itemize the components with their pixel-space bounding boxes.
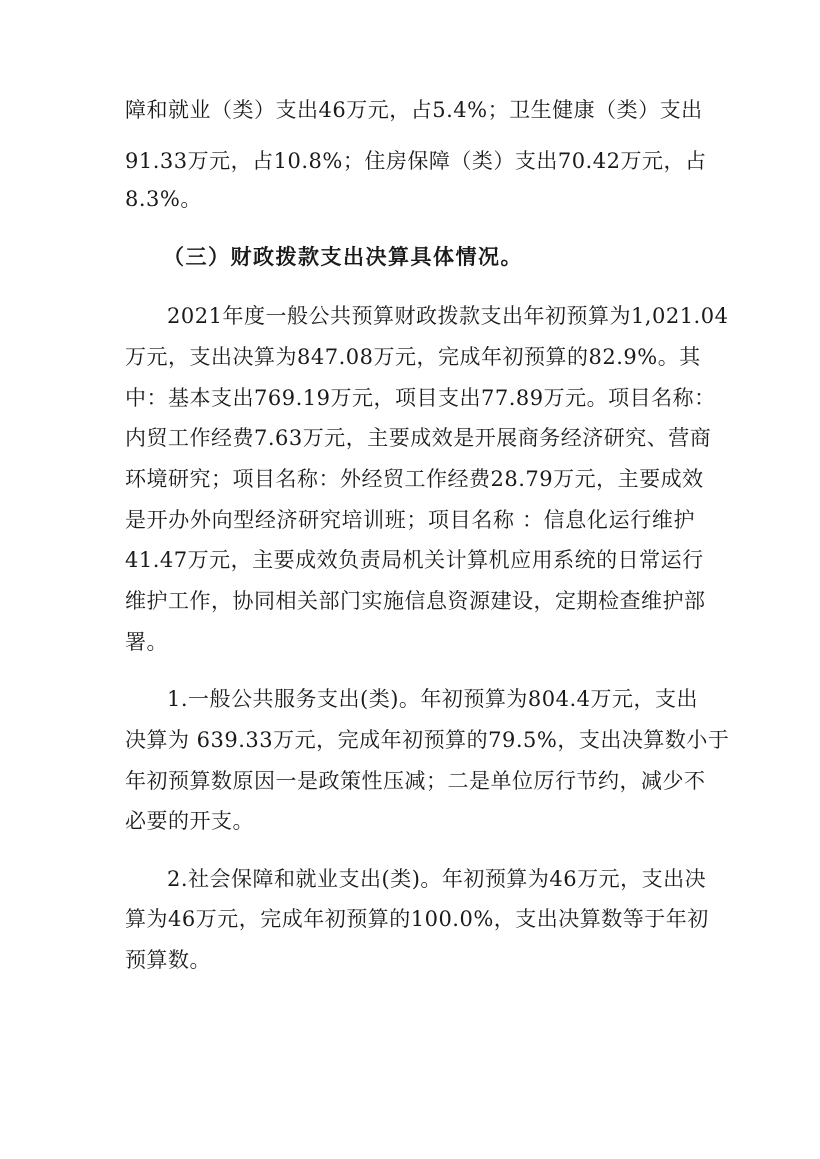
paragraph-line: 维护工作，协同相关部门实施信息资源建设，定期检查维护部 [125,589,706,613]
paragraph-line: 是开办外向型经济研究培训班；项目名称 ：信息化运行维护 [125,508,695,532]
section-heading: （三）财政拨款支出决算具体情况。 [163,244,523,269]
paragraph-line: 环境研究；项目名称：外经贸工作经费28.79万元，主要成效 [125,467,704,491]
paragraph-line: 年初预算数原因一是政策性压减；二是单位厉行节约，减少不 [125,769,706,793]
paragraph-line: 41.47万元，主要成效负责局机关计算机应用系统的日常运行 [125,548,704,572]
paragraph-line: 中：基本支出769.19万元，项目支出77.89万元。项目名称： [125,386,716,410]
paragraph-line: 91.33万元，占10.8%；住房保障（类）支出70.42万元，占 [125,149,707,173]
paragraph-line: 障和就业（类）支出46万元，占5.4%；卫生健康（类）支出 [125,98,703,122]
paragraph-line: 决算为 639.33万元，完成年初预算的79.5%，支出决算数小于 [125,728,730,752]
paragraph-line: 2.社会保障和就业支出(类)。年初预算为46万元，支出决 [167,867,707,891]
paragraph-line: 1.一般公共服务支出(类)。年初预算为804.4万元，支出 [167,687,699,711]
paragraph-line: 内贸工作经费7.63万元，主要成效是开展商务经济研究、营商 [125,426,712,450]
paragraph-line: 署。 [125,630,168,654]
paragraph-line: 万元，支出决算为847.08万元，完成年初预算的82.9%。其 [125,345,701,369]
paragraph-line: 必要的开支。 [125,809,254,833]
paragraph-line: 算为46万元，完成年初预算的100.0%，支出决算数等于年初 [125,907,709,931]
paragraph-line: 8.3%。 [125,187,202,211]
paragraph-line: 2021年度一般公共预算财政拨款支出年初预算为1,021.04 [167,304,729,328]
paragraph-line: 预算数。 [125,948,211,972]
